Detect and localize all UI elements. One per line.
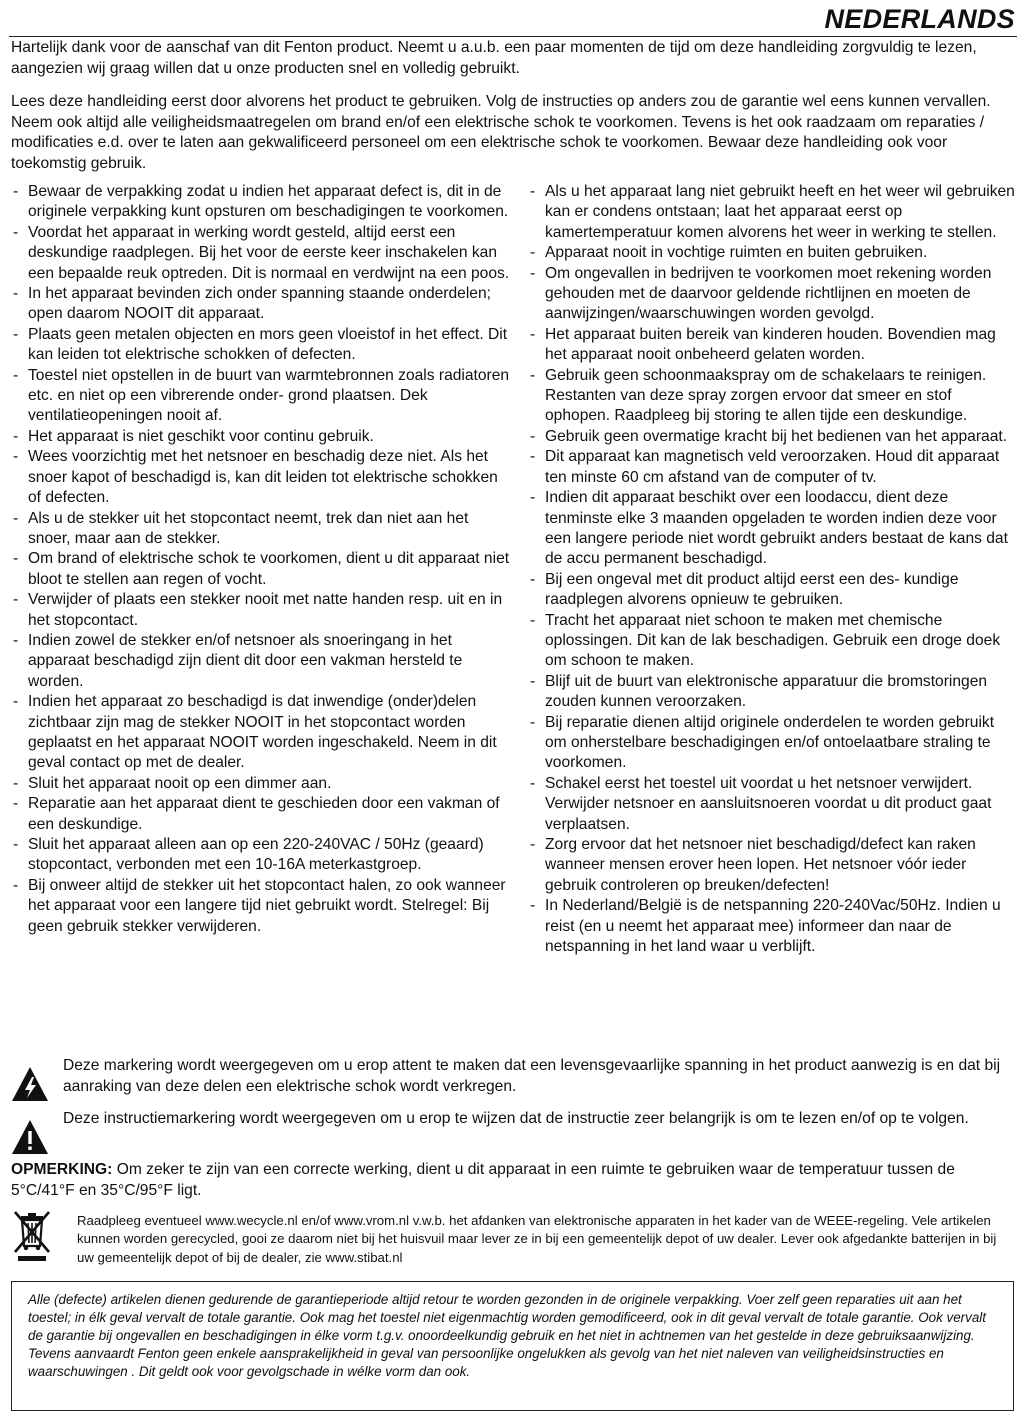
language-heading: NEDERLANDS bbox=[824, 4, 1015, 34]
intro-paragraph-instructions: Lees deze handleiding eerst door alvorens het product te gebruiken. Volg de instructies op anders zou de garantie wel eens kunnen vervallen. Neem ook altijd alle veiligheidsmaatregelen om brand en/of een elektrische schok te voorkomen. Tevens is het ook raadzaam om reparaties / modificaties e.d. over te laten aan gekwalificeerd personeel om een elektrische schok te voorkomen. Bewaar deze handleiding ook voor toekomstig gebruik. bbox=[11, 93, 991, 172]
list-item: - Bij een ongeval met dit product altijd eerst een des- kundige raadplegen alvorens opnieuw te gebruiken. bbox=[527, 570, 1017, 611]
weee-text: Raadpleeg eventueel www.wecycle.nl en/of www.vrom.nl v.w.b. het afdanken van elektronische apparaten in het kader van de WEEE-regeling. Vele artikelen kunnen worden gerecycled, gooi ze daarom niet bij het huisvuil maar lever ze in bij een gemeentelijk depot of uw dealer. Lever ook afgedankte batterijen in bij uw gemeentelijk depot of bij de dealer, zie www.stibat.nl bbox=[77, 1213, 997, 1265]
note-text: Om zeker te zijn van een correcte werking, dient u dit apparaat in een ruimte te gebruiken waar de temperatuur tussen de 5°C/41°F en 35°C/95°F ligt. bbox=[11, 1161, 955, 1199]
list-item: - In het apparaat bevinden zich onder spanning staande onderdelen; open daarom NOOIT dit apparaat. bbox=[10, 284, 514, 325]
list-item: - Het apparaat is niet geschikt voor continu gebruik. bbox=[10, 427, 514, 447]
list-item: - Schakel eerst het toestel uit voordat u het netsnoer verwijdert. Verwijder netsnoer en aansluitsnoeren voordat u dit product gaat verplaatsen. bbox=[527, 774, 1017, 835]
list-item: - Indien het apparaat zo beschadigd is dat inwendige (onder)delen zichtbaar zijn mag de stekker NOOIT in het stopcontact worden geplaatst en het apparaat NOOIT worden ingeschakeld. Neem in dit geval contact op met de dealer. bbox=[10, 692, 514, 774]
lightning-warning-icon bbox=[10, 1064, 50, 1104]
list-item: - Indien zowel de stekker en/of netsnoer als snoeringang in het apparaat beschadigd zijn dient dit door een vakman hersteld te worden. bbox=[10, 631, 514, 692]
list-item: - Blijf uit de buurt van elektronische apparatuur die bromstoringen zouden kunnen veroorzaken. bbox=[527, 672, 1017, 713]
list-item: - Sluit het apparaat alleen aan op een 220-240VAC / 50Hz (geaard) stopcontact, verbonden met een 10-16A meterkastgroep. bbox=[10, 835, 514, 876]
crossed-bin-icon bbox=[12, 1208, 52, 1262]
warranty-box bbox=[11, 1281, 1014, 1411]
list-item: - Om ongevallen in bedrijven te voorkomen moet rekening worden gehouden met de daarvoor geldende richtlijnen en moeten de aanwijzingen/waarschuwingen worden gevolgd. bbox=[527, 264, 1017, 325]
list-item: - Verwijder of plaats een stekker nooit met natte handen resp. uit en in het stopcontact. bbox=[10, 590, 514, 631]
warranty-text: Alle (defecte) artikelen dienen gedurende de garantieperiode altijd retour te worden gezonden in de originele verpakking. Voer zelf geen reparaties uit aan het toestel; in élk geval vervalt de totale garantie. Ook mag het toestel niet eigenmachtig worden gemodificeerd, ook in dit geval vervalt de totale garantie. Ook vervalt de garantie bij ongevallen en beschadigingen in élke vorm t.g.v. onoordeelkundig gebruik en het niet in achtnemen van het gestelde in deze gebruiksaanwijzing. Tevens aanvaardt Fenton geen enkele aansprakelijkheid in geval van persoonlijke ongelukken als gevolg van het niet naleven van veiligheidsinstructies en waarschuwingen . Dit geldt ook voor gevolgschade in wélke vorm dan ook. bbox=[28, 1292, 986, 1379]
list-item: - Het apparaat buiten bereik van kinderen houden. Bovendien mag het apparaat nooit onbeheerd gelaten worden. bbox=[527, 325, 1017, 366]
list-item: - Gebruik geen schoonmaakspray om de schakelaars te reinigen. Restanten van deze spray zorgen ervoor dat smeer en stof ophopen. Raadpleeg bij storing te allen tijde een deskundige. bbox=[527, 366, 1017, 427]
list-item: - Om brand of elektrische schok te voorkomen, dient u dit apparaat niet bloot te stellen aan regen of vocht. bbox=[10, 549, 514, 590]
list-item: - Bewaar de verpakking zodat u indien het apparaat defect is, dit in de originele verpakking kunt opsturen om beschadigingen te voorkomen. bbox=[10, 182, 514, 223]
list-item: - Wees voorzichtig met het netsnoer en beschadig deze niet. Als het snoer kapot of beschadigd is, kan dit leiden tot elektrische schokken of defecten. bbox=[10, 447, 514, 508]
list-item: - Toestel niet opstellen in de buurt van warmtebronnen zoals radiatoren etc. en niet op een vibrerende onder- grond plaatsen. Dek ventilatieopeningen nooit af. bbox=[10, 366, 514, 427]
list-item: - Plaats geen metalen objecten en mors geen vloeistof in het effect. Dit kan leiden tot elektrische schokken of defecten. bbox=[10, 325, 514, 366]
heading-rule bbox=[9, 36, 1017, 37]
list-item: - Bij reparatie dienen altijd originele onderdelen te worden gebruikt om onherstelbare beschadigingen en/of ontoelaatbare straling te voorkomen. bbox=[527, 713, 1017, 774]
note-label: OPMERKING: bbox=[11, 1161, 113, 1178]
voltage-warning bbox=[10, 1056, 1010, 1104]
instruction-warning-text: Deze instructiemarkering wordt weergegeven om u erop te wijzen dat de instructie zeer belangrijk is om te lezen en/of op te volgen. bbox=[63, 1110, 969, 1127]
safety-list-left bbox=[10, 182, 514, 937]
list-item: - Sluit het apparaat nooit op een dimmer aan. bbox=[10, 774, 514, 794]
list-item: - Voordat het apparaat in werking wordt gesteld, altijd eerst een deskundige raadplegen. Bij het voor de eerste keer inschakelen kan een bepaalde reuk optreden. Dit is normaal en verdwijnt na een poos. bbox=[10, 223, 514, 284]
list-item: - Zorg ervoor dat het netsnoer niet beschadigd/defect kan raken wanneer mensen erover heen lopen. Het netsnoer vóór ieder gebruik controleren op breuken/defecten! bbox=[527, 835, 1017, 896]
instruction-warning bbox=[10, 1109, 1010, 1157]
list-item: - Bij onweer altijd de stekker uit het stopcontact halen, zo ook wanneer het apparaat voor een langere tijd niet gebruikt wordt. Stelregel: Bij geen gebruik stekker verwijderen. bbox=[10, 876, 514, 937]
list-item: - Tracht het apparaat niet schoon te maken met chemische oplossingen. Dit kan de lak beschadigen. Gebruik een droge doek om schoon te maken. bbox=[527, 611, 1017, 672]
voltage-warning-text: Deze markering wordt weergegeven om u erop attent te maken dat een levensgevaarlijke spanning in het product aanwezig is en dat bij aanraking van deze delen een elektrische schok wordt verkregen. bbox=[63, 1057, 1001, 1095]
weee-section bbox=[12, 1208, 1012, 1267]
list-item: - Indien dit apparaat beschikt over een loodaccu, dient deze tenminste elke 3 maanden opgeladen te worden indien deze voor een langere periode niet wordt gebruikt anders bestaat de kans dat de accu permanent beschadigd. bbox=[527, 488, 1017, 570]
list-item: - Als u het apparaat lang niet gebruikt heeft en het weer wil gebruiken kan er condens ontstaan; laat het apparaat eerst op kamertemperatuur komen alvorens het weer in werking te stellen. bbox=[527, 182, 1017, 243]
list-item: - Reparatie aan het apparaat dient te geschieden door een vakman of een deskundige. bbox=[10, 794, 514, 835]
safety-list-right bbox=[527, 182, 1017, 957]
list-item: - Dit apparaat kan magnetisch veld veroorzaken. Houd dit apparaat ten minste 60 cm afstand van de computer of tv. bbox=[527, 447, 1017, 488]
exclamation-warning-icon bbox=[10, 1117, 50, 1157]
list-item: - Als u de stekker uit het stopcontact neemt, trek dan niet aan het snoer, maar aan de stekker. bbox=[10, 509, 514, 550]
list-item: - In Nederland/België is de netspanning 220-240Vac/50Hz. Indien u reist (en u neemt het apparaat mee) informeer dan naar de netspanning in het land waar u verblijft. bbox=[527, 896, 1017, 957]
list-item: - Apparaat nooit in vochtige ruimten en buiten gebruiken. bbox=[527, 243, 1017, 263]
temperature-note bbox=[11, 1160, 1011, 1201]
intro-paragraph-thanks: Hartelijk dank voor de aanschaf van dit Fenton product. Neemt u a.u.b. een paar momenten de tijd om deze handleiding zorgvuldig te lezen, aangezien wij graag willen dat u onze producten snel en volledig gebruikt. bbox=[11, 39, 977, 77]
list-item: - Gebruik geen overmatige kracht bij het bedienen van het apparaat. bbox=[527, 427, 1017, 447]
